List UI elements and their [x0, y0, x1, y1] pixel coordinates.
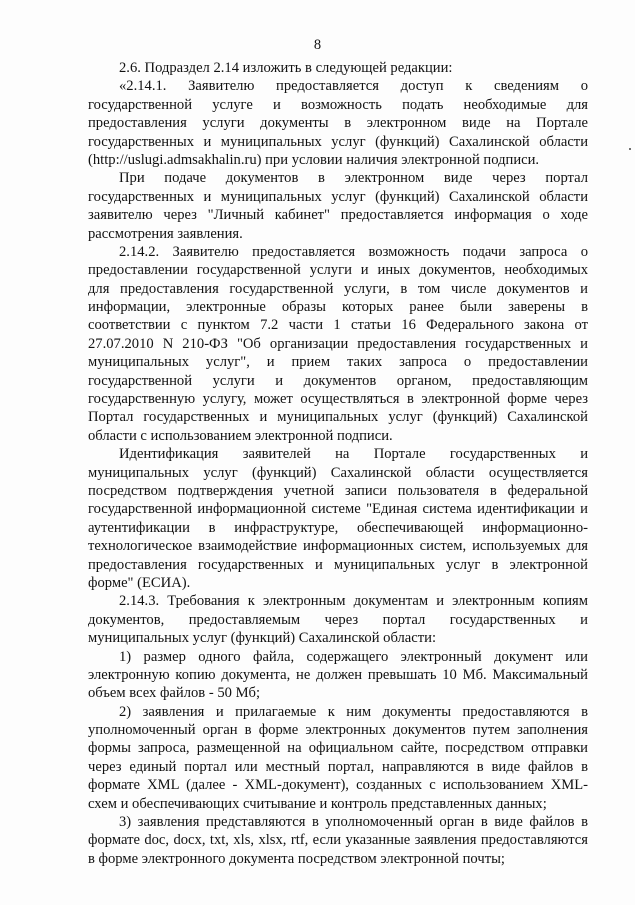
- text-line: форме" (ЕСИА).: [88, 574, 191, 591]
- paragraph-intro: [88, 59, 588, 77]
- text-line: информации, электронные образы которых ранее были заверены в: [88, 299, 588, 316]
- text-line: Идентификация заявителей на Портале государственных и: [119, 446, 588, 463]
- text-line: в форме электронного документа посредством электронной почты;: [88, 850, 505, 867]
- text-line: предоставления государственных и муниципальных услуг в электронной: [88, 556, 588, 573]
- text-line: схем и обеспечивающих считывание и контроль представленных данных;: [88, 795, 547, 812]
- scan-artifact: [629, 148, 631, 150]
- text-line: государственной услуге и возможность подать необходимые для: [88, 96, 588, 113]
- text-line: технологическое взаимодействие информационных систем, используемых для: [88, 538, 588, 555]
- text-line: 1) размер одного файла, содержащего электронный документ или: [119, 648, 588, 665]
- document-body: [88, 59, 588, 868]
- text-line: области с использованием электронной подписи.: [88, 427, 393, 444]
- text-line: муниципальных услуг", и прием таких запроса о предоставлении: [88, 354, 588, 371]
- paragraph-p-2-14-1: [88, 77, 588, 169]
- text-line: посредством подтверждения учетной записи пользователя в федеральной: [88, 482, 588, 499]
- text-line: заявителю через "Личный кабинет" предоставляется информация о ходе: [88, 207, 588, 224]
- text-line: формате XML (далее - XML-документ), созданных с использованием XML-: [88, 777, 588, 794]
- text-line: формы запроса, размещенной на официальном сайте, посредством отправки: [88, 740, 588, 757]
- text-line: 2) заявления и прилагаемые к ним документы предоставляются в: [119, 703, 588, 720]
- text-line: электронную копию документа, не должен превышать 10 Мб. Максимальный: [88, 666, 588, 683]
- text-line: аутентификации в инфраструктуре, обеспечивающей информационно-: [88, 519, 588, 536]
- text-line: 2.14.2. Заявителю предоставляется возможность подачи запроса о: [119, 243, 588, 260]
- text-line: 27.07.2010 N 210-ФЗ "Об организации предоставления государственных и: [88, 335, 588, 352]
- paragraph-p-esia: [88, 445, 588, 592]
- text-line: предоставлении государственной услуги и иных документов, необходимых: [88, 262, 588, 279]
- text-line: предоставления услуги документы в электронном виде на Портале: [88, 115, 588, 132]
- text-line: «2.14.1. Заявителю предоставляется доступ к сведениям о: [119, 78, 588, 95]
- page-number: 8: [313, 37, 322, 53]
- text-line: объем всех файлов - 50 Мб;: [88, 685, 261, 702]
- text-line: уполномоченный орган в форме электронных документов путем заполнения: [88, 722, 588, 739]
- text-line: муниципальных услуг (функций) Сахалинской области:: [88, 630, 437, 647]
- paragraph-item-2: [88, 703, 588, 813]
- text-line: 2.14.3. Требования к электронным документам и электронным копиям: [119, 593, 588, 610]
- paragraph-item-1: [88, 648, 588, 703]
- text-line: государственной информационной системе "Единая система идентификации и: [88, 501, 588, 518]
- text-line: 3) заявления представляются в уполномоченный орган в виде файлов в: [119, 814, 588, 831]
- paragraph-p-cabinet: [88, 169, 588, 243]
- text-line: соответствии с пунктом 7.2 части 1 статьи 16 Федерального закона от: [88, 317, 588, 334]
- text-line: (http://uslugi.admsakhalin.ru) при условии наличия электронной подписи.: [88, 151, 540, 168]
- paragraph-p-2-14-2: [88, 243, 588, 445]
- text-line: При подаче документов в электронном виде через портал: [119, 170, 588, 187]
- text-line: государственной услуги и документов органом, предоставляющим: [88, 372, 588, 389]
- text-line: Портал государственных и муниципальных услуг (функций) Сахалинской: [88, 409, 588, 426]
- text-line: государственных и муниципальных услуг (функций) Сахалинской области: [88, 188, 588, 205]
- text-line: 2.6. Подраздел 2.14 изложить в следующей редакции:: [119, 60, 453, 76]
- paragraph-item-3: [88, 813, 588, 868]
- text-line: формате doc, docx, txt, xls, xlsx, rtf, если указанные заявления предоставляются: [88, 832, 588, 849]
- paragraph-p-2-14-3: [88, 592, 588, 647]
- text-line: для предоставления государственной услуги, в том числе документов и: [88, 280, 588, 297]
- text-line: через единый портал или местный портал, направляются в виде файлов в: [88, 758, 588, 775]
- text-line: государственную услугу, может осуществляться в электронной форме через: [88, 391, 588, 408]
- text-line: муниципальных услуг (функций) Сахалинской области осуществляется: [88, 464, 588, 481]
- text-line: государственных и муниципальных услуг (функций) Сахалинской области: [88, 133, 588, 150]
- text-line: рассмотрения заявления.: [88, 225, 243, 242]
- text-line: документов, предоставляемым через портал государственных и: [88, 611, 588, 628]
